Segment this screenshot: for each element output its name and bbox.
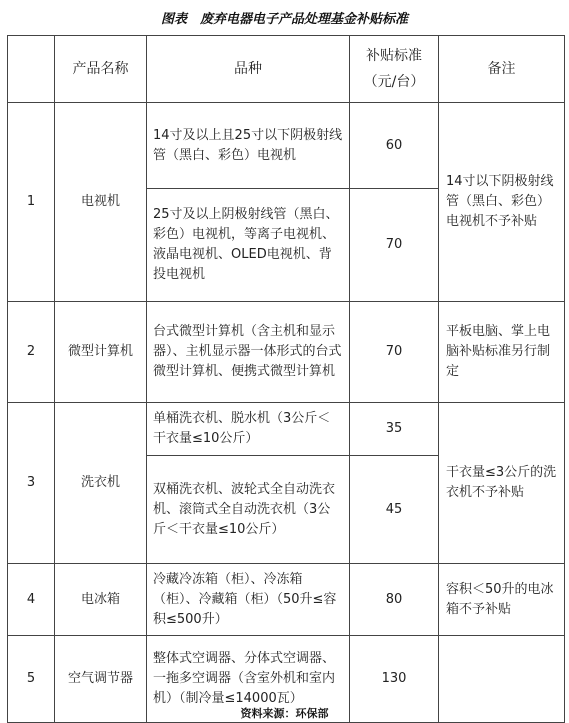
header-variety: 品种 bbox=[147, 36, 350, 103]
product-name: 微型计算机 bbox=[55, 302, 147, 403]
variety-cell: 单桶洗衣机、脱水机（3公斤＜干衣量≤10公斤） bbox=[147, 403, 350, 456]
source-note: 资料来源：环保部 bbox=[240, 707, 329, 720]
header-remark: 备注 bbox=[439, 36, 565, 103]
subsidy-cell: 35 bbox=[350, 403, 439, 456]
subsidy-cell: 70 bbox=[350, 189, 439, 302]
header-row bbox=[8, 36, 565, 103]
header-product: 产品名称 bbox=[55, 36, 147, 103]
header-index bbox=[8, 36, 55, 103]
subsidy-cell: 130 bbox=[350, 636, 439, 723]
row-index: 4 bbox=[8, 564, 55, 636]
table-title: 图表 废弃电器电子产品处理基金补贴标准 bbox=[160, 12, 408, 27]
table-row bbox=[8, 564, 565, 636]
subsidy-cell: 60 bbox=[350, 103, 439, 189]
subsidy-cell: 45 bbox=[350, 456, 439, 564]
variety-cell: 冷藏冷冻箱（柜）、冷冻箱（柜）、冷藏箱（柜）（50升≤容积≤500升） bbox=[147, 564, 350, 636]
variety-cell: 25寸及以上阴极射线管（黑白、彩色）电视机，等离子电视机、液晶电视机、OLED电视机、背投电视机 bbox=[147, 189, 350, 302]
variety-cell: 14寸及以上且25寸以下阴极射线管（黑白、彩色）电视机 bbox=[147, 103, 350, 189]
row-index: 5 bbox=[8, 636, 55, 723]
product-name: 电视机 bbox=[55, 103, 147, 302]
header-subsidy: 补贴标准（元/台） bbox=[350, 36, 439, 103]
remark-cell: 14寸以下阴极射线管（黑白、彩色）电视机不予补贴 bbox=[439, 103, 565, 302]
subsidy-cell: 70 bbox=[350, 302, 439, 403]
subsidy-cell: 80 bbox=[350, 564, 439, 636]
variety-cell: 台式微型计算机（含主机和显示器）、主机显示器一体形式的台式微型计算机、便携式微型计算机 bbox=[147, 302, 350, 403]
row-index: 1 bbox=[8, 103, 55, 302]
remark-cell: 干衣量≤3公斤的洗衣机不予补贴 bbox=[439, 403, 565, 564]
variety-cell: 整体式空调器、分体式空调器、一拖多空调器（含室外机和室内机）（制冷量≤14000瓦） bbox=[147, 636, 350, 723]
table-row bbox=[8, 302, 565, 403]
remark-cell: 平板电脑、掌上电脑补贴标准另行制定 bbox=[439, 302, 565, 403]
variety-cell: 双桶洗衣机、波轮式全自动洗衣机、滚筒式全自动洗衣机（3公斤＜干衣量≤10公斤） bbox=[147, 456, 350, 564]
row-index: 2 bbox=[8, 302, 55, 403]
product-name: 电冰箱 bbox=[55, 564, 147, 636]
table-row bbox=[8, 403, 565, 456]
table-row bbox=[8, 103, 565, 189]
product-name: 空气调节器 bbox=[55, 636, 147, 723]
remark-cell: 容积＜50升的电冰箱不予补贴 bbox=[439, 564, 565, 636]
subsidy-table bbox=[7, 35, 565, 723]
row-index: 3 bbox=[8, 403, 55, 564]
product-name: 洗衣机 bbox=[55, 403, 147, 564]
